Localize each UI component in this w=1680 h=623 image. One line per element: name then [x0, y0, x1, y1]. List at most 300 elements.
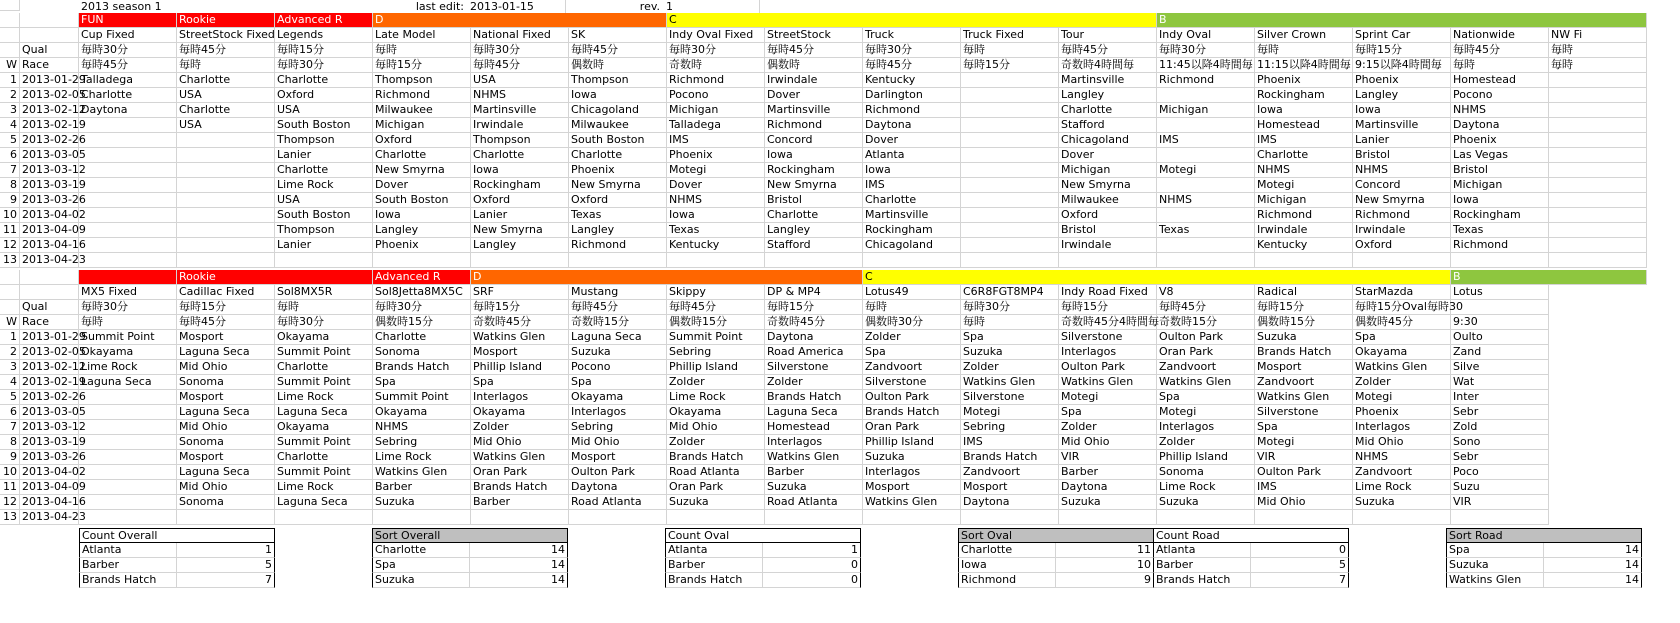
track-cell[interactable]: Charlotte	[79, 88, 177, 103]
track-cell[interactable]: Charlotte	[569, 148, 667, 163]
track-cell[interactable]: Interlagos	[765, 435, 863, 450]
qual-time[interactable]: 毎時15分Oval毎時30	[1355, 300, 1463, 313]
track-cell[interactable]: Charlotte	[1255, 148, 1353, 163]
count-track[interactable]: Brands Hatch	[1153, 573, 1251, 588]
track-cell[interactable]: Pocono	[569, 360, 667, 375]
track-cell[interactable]: Sonoma	[1157, 465, 1255, 480]
track-cell[interactable]	[177, 208, 275, 223]
track-cell[interactable]: VIR	[1059, 450, 1157, 465]
count-header[interactable]: Count Overall	[79, 528, 275, 543]
track-cell[interactable]: Oxford	[275, 88, 373, 103]
track-cell[interactable]: Zandvoort	[863, 360, 961, 375]
track-cell[interactable]	[177, 193, 275, 208]
track-cell[interactable]: Kentucky	[1255, 238, 1353, 253]
track-cell[interactable]: Lanier	[471, 208, 569, 223]
series-name[interactable]: Lotus	[1451, 285, 1549, 300]
race-time[interactable]: 毎時45分	[471, 58, 569, 73]
track-cell[interactable]	[1549, 238, 1647, 253]
track-cell[interactable]	[961, 510, 1059, 525]
last-edit-label[interactable]: last edit:	[380, 0, 466, 15]
row-number[interactable]: 1	[0, 73, 20, 88]
track-cell[interactable]: USA	[177, 88, 275, 103]
track-cell[interactable]: Brands Hatch	[471, 480, 569, 495]
track-cell[interactable]: Kentucky	[667, 238, 765, 253]
track-cell[interactable]: Suzuka	[961, 345, 1059, 360]
row-number-blank[interactable]	[0, 300, 20, 315]
track-cell[interactable]: Spa	[1059, 405, 1157, 420]
track-cell[interactable]: Zolder	[667, 375, 765, 390]
track-cell[interactable]: Charlotte	[275, 163, 373, 178]
track-cell[interactable]: Watkins Glen	[1255, 390, 1353, 405]
track-cell[interactable]	[1157, 178, 1255, 193]
track-cell[interactable]: Chicagoland	[569, 103, 667, 118]
track-cell[interactable]: Charlotte	[471, 148, 569, 163]
track-cell[interactable]: Zolder	[1157, 435, 1255, 450]
track-cell[interactable]: Brands Hatch	[667, 450, 765, 465]
sort-track[interactable]: Iowa	[958, 558, 1056, 573]
week-date[interactable]: 2013-02-12	[22, 360, 86, 373]
track-cell[interactable]: Las Vegas	[1451, 148, 1549, 163]
track-cell[interactable]	[471, 510, 569, 525]
track-cell[interactable]: Zolder	[471, 420, 569, 435]
track-cell[interactable]: Kentucky	[863, 73, 961, 88]
track-cell[interactable]: NHMS	[1353, 450, 1451, 465]
track-cell[interactable]: New Smyrna	[1059, 178, 1157, 193]
track-cell[interactable]	[1157, 510, 1255, 525]
track-cell[interactable]: Mosport	[1255, 360, 1353, 375]
race-time[interactable]: 毎時30分	[275, 315, 373, 330]
track-cell[interactable]: Spa	[1157, 390, 1255, 405]
track-cell[interactable]: Silverstone	[1059, 330, 1157, 345]
track-cell[interactable]: Talladega	[667, 118, 765, 133]
track-cell[interactable]: Martinsville	[1353, 118, 1451, 133]
qual-time[interactable]: 毎時	[1255, 43, 1353, 58]
track-cell[interactable]: Mosport	[177, 390, 275, 405]
track-cell[interactable]: New Smyrna	[373, 163, 471, 178]
race-label[interactable]: Race	[20, 58, 79, 73]
track-cell[interactable]: IMS	[961, 435, 1059, 450]
track-cell[interactable]: Homestead	[1255, 118, 1353, 133]
week-date[interactable]: 2013-04-09	[22, 223, 86, 236]
track-cell[interactable]: Okayama	[569, 390, 667, 405]
track-cell[interactable]: Watkins Glen	[961, 375, 1059, 390]
track-cell[interactable]	[177, 223, 275, 238]
track-cell[interactable]: Iowa	[1255, 103, 1353, 118]
row-number[interactable]: 4	[0, 118, 20, 133]
track-cell[interactable]	[79, 420, 177, 435]
track-cell[interactable]: Daytona	[863, 118, 961, 133]
race-time[interactable]: 偶数時	[569, 58, 667, 73]
track-cell[interactable]: Interlagos	[1059, 345, 1157, 360]
race-time[interactable]: 奇数時15分	[1157, 315, 1255, 330]
track-cell[interactable]	[1549, 88, 1647, 103]
track-cell[interactable]: Irwindale	[1353, 223, 1451, 238]
series-name[interactable]: SRF	[471, 285, 569, 300]
track-cell[interactable]: Richmond	[863, 103, 961, 118]
qual-time[interactable]: 毎時45分	[1059, 43, 1157, 58]
track-cell[interactable]: New Smyrna	[765, 178, 863, 193]
track-cell[interactable]: South Boston	[275, 118, 373, 133]
track-cell[interactable]: Sebring	[569, 420, 667, 435]
track-cell[interactable]: Daytona	[569, 480, 667, 495]
track-cell[interactable]: Oulton Park	[1157, 330, 1255, 345]
race-time[interactable]: 偶数時15分	[1255, 315, 1353, 330]
series-name[interactable]: StreetStock	[765, 28, 863, 43]
track-cell[interactable]	[275, 510, 373, 525]
track-cell[interactable]: Sebr	[1451, 450, 1549, 465]
series-name[interactable]: StarMazda	[1353, 285, 1451, 300]
track-cell[interactable]: Iowa	[471, 163, 569, 178]
race-time[interactable]: 毎時30分	[275, 58, 373, 73]
series-name[interactable]: Late Model	[373, 28, 471, 43]
track-cell[interactable]	[961, 223, 1059, 238]
track-cell[interactable]: Okayama	[373, 405, 471, 420]
track-cell[interactable]	[177, 133, 275, 148]
track-cell[interactable]: Richmond	[1353, 208, 1451, 223]
series-name[interactable]: Sol8Jetta8MX5C	[373, 285, 471, 300]
w-label[interactable]: W	[0, 315, 20, 330]
row-number[interactable]: 10	[0, 208, 20, 223]
week-date[interactable]: 2013-01-29	[22, 330, 86, 343]
track-cell[interactable]: Zandvoort	[1157, 360, 1255, 375]
track-cell[interactable]: Concord	[1353, 178, 1451, 193]
track-cell[interactable]: Suzuka	[569, 345, 667, 360]
track-cell[interactable]: Irwindale	[765, 73, 863, 88]
track-cell[interactable]: Texas	[1157, 223, 1255, 238]
track-cell[interactable]	[471, 253, 569, 268]
race-label[interactable]: Race	[20, 315, 79, 330]
track-cell[interactable]: Lime Rock	[667, 390, 765, 405]
track-cell[interactable]	[79, 208, 177, 223]
qual-time[interactable]: 毎時	[863, 300, 961, 315]
row-number[interactable]: 3	[0, 103, 20, 118]
track-cell[interactable]: Barber	[471, 495, 569, 510]
race-time[interactable]: 奇数時45分4時間毎	[1061, 315, 1159, 328]
track-cell[interactable]: Stafford	[1059, 118, 1157, 133]
track-cell[interactable]: USA	[471, 73, 569, 88]
track-cell[interactable]: Mid Ohio	[569, 435, 667, 450]
qual-time[interactable]: 毎時30分	[79, 43, 177, 58]
track-cell[interactable]: Richmond	[373, 88, 471, 103]
track-cell[interactable]: Iowa	[569, 88, 667, 103]
track-cell[interactable]: Mosport	[471, 345, 569, 360]
track-cell[interactable]: Zandvoort	[1255, 375, 1353, 390]
track-cell[interactable]: NHMS	[471, 88, 569, 103]
row-number[interactable]: 13	[0, 253, 20, 268]
track-cell[interactable]: Chicagoland	[1059, 133, 1157, 148]
qual-time[interactable]: 毎時15分	[177, 300, 275, 315]
track-cell[interactable]: Pocono	[1451, 88, 1549, 103]
track-cell[interactable]: Lanier	[275, 238, 373, 253]
week-date[interactable]: 2013-02-26	[22, 390, 86, 403]
race-time[interactable]: 奇数時	[667, 58, 765, 73]
track-cell[interactable]: Brands Hatch	[863, 405, 961, 420]
track-cell[interactable]: Phillip Island	[667, 360, 765, 375]
row-number[interactable]: 5	[0, 133, 20, 148]
track-cell[interactable]: NHMS	[1255, 163, 1353, 178]
week-date[interactable]: 2013-02-05	[22, 88, 86, 101]
track-cell[interactable]: Iowa	[1451, 193, 1549, 208]
track-cell[interactable]	[79, 223, 177, 238]
track-cell[interactable]: Michigan	[373, 118, 471, 133]
track-cell[interactable]	[667, 253, 765, 268]
track-cell[interactable]	[79, 495, 177, 510]
row-number-blank[interactable]	[0, 285, 20, 300]
track-cell[interactable]: Talladega	[79, 73, 177, 88]
track-cell[interactable]: Zolder	[1059, 420, 1157, 435]
track-cell[interactable]: Summit Point	[275, 375, 373, 390]
track-cell[interactable]: NHMS	[1451, 103, 1549, 118]
track-cell[interactable]: Thompson	[373, 73, 471, 88]
track-cell[interactable]: New Smyrna	[471, 223, 569, 238]
track-cell[interactable]: Oulton Park	[863, 390, 961, 405]
week-date[interactable]: 2013-02-19	[22, 375, 86, 388]
track-cell[interactable]: Watkins Glen	[1157, 375, 1255, 390]
race-time[interactable]: 毎時	[961, 315, 1059, 330]
track-cell[interactable]: Sonoma	[177, 435, 275, 450]
track-cell[interactable]: Langley	[471, 238, 569, 253]
sort-track[interactable]: Charlotte	[372, 543, 470, 558]
row-number[interactable]: 12	[0, 495, 20, 510]
sort-value[interactable]: 14	[1544, 543, 1642, 558]
track-cell[interactable]	[177, 163, 275, 178]
track-cell[interactable]: VIR	[1255, 450, 1353, 465]
track-cell[interactable]: Motegi	[667, 163, 765, 178]
week-date[interactable]: 2013-01-29	[22, 73, 86, 86]
race-time[interactable]: 毎時45分	[79, 58, 177, 73]
track-cell[interactable]: Dover	[667, 178, 765, 193]
row-number[interactable]: 9	[0, 193, 20, 208]
track-cell[interactable]: Spa	[569, 375, 667, 390]
top-left-corner[interactable]	[0, 0, 20, 11]
sort-track[interactable]: Richmond	[958, 573, 1056, 588]
track-cell[interactable]: Mid Ohio	[1255, 495, 1353, 510]
track-cell[interactable]: Sebr	[1451, 405, 1549, 420]
race-time[interactable]: 毎時	[79, 315, 177, 330]
track-cell[interactable]	[961, 193, 1059, 208]
sort-track[interactable]: Spa	[1446, 543, 1544, 558]
track-cell[interactable]: Langley	[569, 223, 667, 238]
series-name[interactable]: Radical	[1255, 285, 1353, 300]
track-cell[interactable]: Spa	[961, 330, 1059, 345]
track-cell[interactable]: Dover	[765, 88, 863, 103]
track-cell[interactable]: Oran Park	[1157, 345, 1255, 360]
track-cell[interactable]: Watkins Glen	[471, 330, 569, 345]
track-cell[interactable]: Brands Hatch	[373, 360, 471, 375]
count-track[interactable]: Barber	[1153, 558, 1251, 573]
track-cell[interactable]: Oran Park	[863, 420, 961, 435]
track-cell[interactable]	[1549, 223, 1647, 238]
track-cell[interactable]: Phoenix	[1353, 73, 1451, 88]
series-name[interactable]: Sol8MX5R	[275, 285, 373, 300]
track-cell[interactable]: Mid Ohio	[1059, 435, 1157, 450]
last-edit-value[interactable]: 2013-01-15	[468, 0, 566, 15]
qual-time[interactable]: 毎時45分	[1157, 300, 1255, 315]
track-cell[interactable]	[1549, 103, 1647, 118]
sort-value[interactable]: 14	[1544, 573, 1642, 588]
track-cell[interactable]: Rockingham	[863, 223, 961, 238]
series-name[interactable]: StreetStock Fixed	[179, 28, 275, 41]
track-cell[interactable]: Laguna Seca	[177, 405, 275, 420]
qual-time[interactable]: 毎時30分	[961, 300, 1059, 315]
track-cell[interactable]: Rockingham	[765, 163, 863, 178]
series-name[interactable]: MX5 Fixed	[79, 285, 177, 300]
track-cell[interactable]	[177, 178, 275, 193]
track-cell[interactable]: Oxford	[471, 193, 569, 208]
track-cell[interactable]: Phoenix	[667, 148, 765, 163]
row-number[interactable]: 8	[0, 435, 20, 450]
track-cell[interactable]	[1549, 148, 1647, 163]
track-cell[interactable]	[961, 103, 1059, 118]
qual-time[interactable]: 毎時30分	[79, 300, 177, 315]
qual-time[interactable]: 毎時30分	[471, 43, 569, 58]
week-date[interactable]: 2013-03-05	[22, 148, 86, 161]
track-cell[interactable]: Phoenix	[1255, 73, 1353, 88]
track-cell[interactable]: Martinsville	[471, 103, 569, 118]
track-cell[interactable]: Oran Park	[667, 480, 765, 495]
track-cell[interactable]	[1549, 208, 1647, 223]
count-header[interactable]: Count Road	[1153, 528, 1349, 543]
track-cell[interactable]: Stafford	[765, 238, 863, 253]
track-cell[interactable]	[765, 510, 863, 525]
track-cell[interactable]	[177, 148, 275, 163]
track-cell[interactable]: Spa	[863, 345, 961, 360]
track-cell[interactable]	[863, 253, 961, 268]
race-time[interactable]: 偶数時	[765, 58, 863, 73]
count-value[interactable]: 7	[177, 573, 275, 588]
track-cell[interactable]: Concord	[765, 133, 863, 148]
track-cell[interactable]	[961, 88, 1059, 103]
track-cell[interactable]: New Smyrna	[569, 178, 667, 193]
track-cell[interactable]: Oxford	[1353, 238, 1451, 253]
track-cell[interactable]: Richmond	[1157, 73, 1255, 88]
track-cell[interactable]	[569, 510, 667, 525]
track-cell[interactable]: Sebring	[667, 345, 765, 360]
track-cell[interactable]: IMS	[1157, 133, 1255, 148]
track-cell[interactable]: Motegi	[1255, 435, 1353, 450]
series-name[interactable]: Lotus49	[863, 285, 961, 300]
track-cell[interactable]	[1549, 118, 1647, 133]
series-name[interactable]: Nationwide	[1451, 28, 1549, 43]
row-number[interactable]: 13	[0, 510, 20, 525]
track-cell[interactable]: IMS	[863, 178, 961, 193]
series-name[interactable]: Indy Road Fixed	[1059, 285, 1157, 300]
qual-time[interactable]: 毎時45分	[569, 300, 667, 315]
track-cell[interactable]: Thompson	[275, 223, 373, 238]
track-cell[interactable]	[1157, 118, 1255, 133]
track-cell[interactable]: Texas	[667, 223, 765, 238]
track-cell[interactable]: Dover	[863, 133, 961, 148]
week-date[interactable]: 2013-03-05	[22, 405, 86, 418]
week-date[interactable]: 2013-04-23	[22, 510, 86, 523]
track-cell[interactable]: Milwaukee	[569, 118, 667, 133]
track-cell[interactable]: Daytona	[79, 103, 177, 118]
class-header-b[interactable]: B	[1157, 13, 1647, 28]
track-cell[interactable]: Poco	[1451, 465, 1549, 480]
track-cell[interactable]	[961, 238, 1059, 253]
series-name[interactable]: Indy Oval	[1157, 28, 1255, 43]
track-cell[interactable]: Watkins Glen	[373, 465, 471, 480]
track-cell[interactable]: Martinsville	[863, 208, 961, 223]
race-time[interactable]: 毎時15分	[373, 58, 471, 73]
qual-time[interactable]: 毎時45分	[765, 43, 863, 58]
track-cell[interactable]	[863, 510, 961, 525]
track-cell[interactable]: Michigan	[1451, 178, 1549, 193]
qual-label[interactable]: Qual	[20, 43, 79, 58]
sort-value[interactable]: 14	[470, 573, 568, 588]
track-cell[interactable]: Suzuka	[667, 495, 765, 510]
track-cell[interactable]: Mosport	[961, 480, 1059, 495]
track-cell[interactable]	[569, 253, 667, 268]
count-value[interactable]: 1	[177, 543, 275, 558]
track-cell[interactable]	[79, 253, 177, 268]
track-cell[interactable]: Langley	[1353, 88, 1451, 103]
track-cell[interactable]	[79, 133, 177, 148]
count-value[interactable]: 5	[177, 558, 275, 573]
track-cell[interactable]: Motegi	[1157, 163, 1255, 178]
series-name[interactable]: Indy Oval Fixed	[667, 28, 765, 43]
sort-value[interactable]: 14	[470, 558, 568, 573]
track-cell[interactable]: Oulton Park	[1059, 360, 1157, 375]
class-header-blank[interactable]	[79, 270, 177, 285]
track-cell[interactable]: Barber	[765, 465, 863, 480]
race-time[interactable]: 偶数時15分	[667, 315, 765, 330]
track-cell[interactable]: Mid Ohio	[1353, 435, 1451, 450]
track-cell[interactable]: Lime Rock	[275, 390, 373, 405]
week-date[interactable]: 2013-04-02	[22, 465, 86, 478]
track-cell[interactable]: Mosport	[177, 330, 275, 345]
track-cell[interactable]	[79, 450, 177, 465]
track-cell[interactable]: Phoenix	[373, 238, 471, 253]
track-cell[interactable]: NHMS	[1157, 193, 1255, 208]
track-cell[interactable]	[79, 405, 177, 420]
count-value[interactable]: 5	[1251, 558, 1349, 573]
race-time[interactable]: 11:15以降4時間毎	[1255, 58, 1353, 73]
track-cell[interactable]: Bristol	[1353, 148, 1451, 163]
track-cell[interactable]: Wat	[1451, 375, 1549, 390]
track-cell[interactable]: Okayama	[471, 405, 569, 420]
track-cell[interactable]: Charlotte	[863, 193, 961, 208]
track-cell[interactable]: Thompson	[471, 133, 569, 148]
track-cell[interactable]: Watkins Glen	[863, 495, 961, 510]
sort-value[interactable]: 14	[470, 543, 568, 558]
track-cell[interactable]: Mid Ohio	[177, 420, 275, 435]
race-time[interactable]: 奇数時4時間毎	[1059, 58, 1157, 73]
track-cell[interactable]: Martinsville	[1059, 73, 1157, 88]
series-name[interactable]: Truck	[863, 28, 961, 43]
series-name[interactable]: SK	[569, 28, 667, 43]
week-date[interactable]: 2013-03-12	[22, 420, 86, 433]
track-cell[interactable]: Phoenix	[569, 163, 667, 178]
track-cell[interactable]: Langley	[765, 223, 863, 238]
row-number[interactable]: 9	[0, 450, 20, 465]
track-cell[interactable]: Iowa	[667, 208, 765, 223]
race-time[interactable]: 毎時	[1549, 58, 1647, 73]
track-cell[interactable]: Suzuka	[863, 450, 961, 465]
qual-time[interactable]: 毎時15分	[471, 300, 569, 315]
track-cell[interactable]: Atlanta	[863, 148, 961, 163]
track-cell[interactable]: Brands Hatch	[961, 450, 1059, 465]
track-cell[interactable]: Zolder	[1353, 375, 1451, 390]
sort-value[interactable]: 14	[1544, 558, 1642, 573]
sort-header[interactable]: Sort Road	[1446, 528, 1642, 543]
track-cell[interactable]: Laguna Seca	[569, 330, 667, 345]
track-cell[interactable]	[667, 510, 765, 525]
week-date[interactable]: 2013-04-16	[22, 238, 86, 251]
row-number[interactable]: 6	[0, 405, 20, 420]
track-cell[interactable]: NHMS	[667, 193, 765, 208]
track-cell[interactable]	[1451, 510, 1549, 525]
